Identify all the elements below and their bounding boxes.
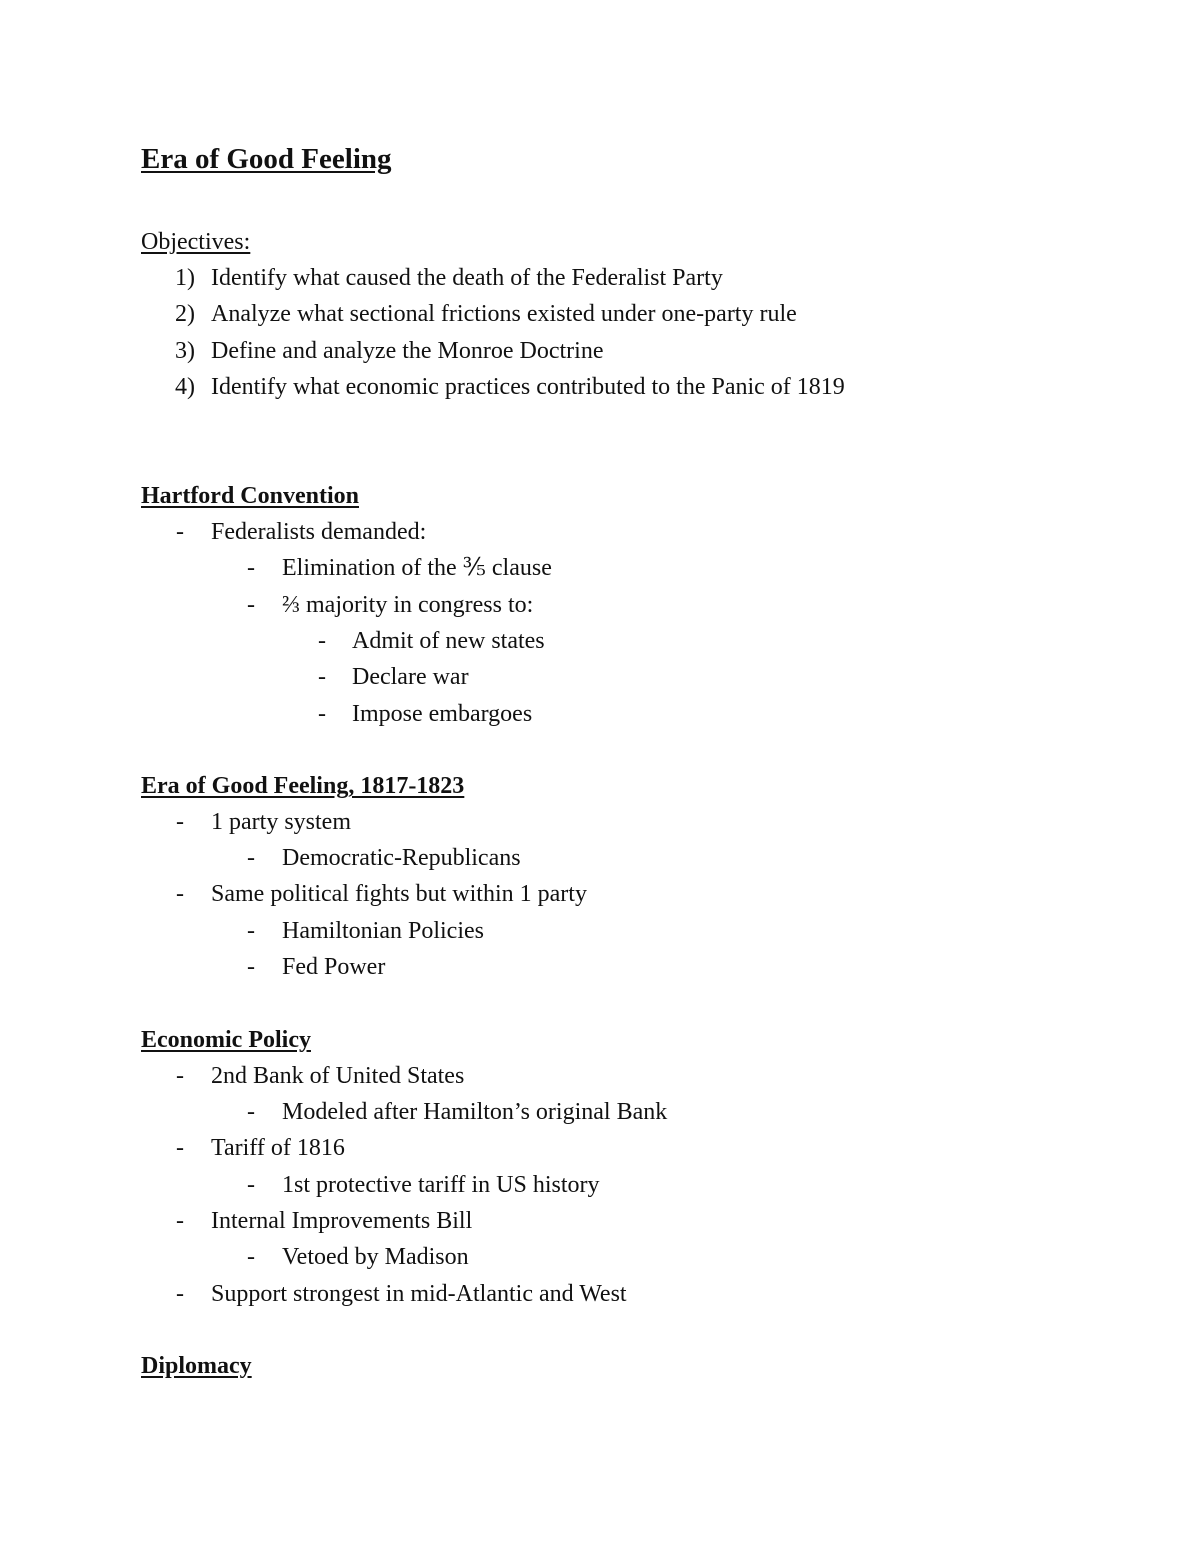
bullet-dash: - (176, 1135, 184, 1161)
list-item: Hamiltonian Policies (282, 918, 484, 944)
objective-item: Identify what economic practices contributed to the Panic of 1819 (211, 374, 845, 400)
list-item: Admit of new states (352, 628, 545, 654)
bullet-dash: - (247, 555, 255, 581)
bullet-dash: - (318, 701, 326, 727)
list-item: Modeled after Hamilton’s original Bank (282, 1099, 668, 1125)
objective-item: Define and analyze the Monroe Doctrine (211, 338, 604, 364)
objective-number: 3) (175, 338, 195, 364)
bullet-dash: - (176, 881, 184, 907)
list-item: Elimination of the ⅗ clause (282, 555, 552, 581)
bullet-dash: - (247, 1172, 255, 1198)
bullet-dash: - (247, 918, 255, 944)
section-heading-diplomacy: Diplomacy (141, 1353, 252, 1379)
bullet-dash: - (247, 1244, 255, 1270)
bullet-dash: - (247, 592, 255, 618)
section-heading-economic: Economic Policy (141, 1027, 311, 1053)
section-heading-hartford: Hartford Convention (141, 483, 359, 509)
bullet-dash: - (176, 809, 184, 835)
objectives-label: Objectives: (141, 229, 251, 255)
list-item: Fed Power (282, 954, 386, 980)
bullet-dash: - (247, 845, 255, 871)
list-item: 1st protective tariff in US history (282, 1172, 600, 1198)
list-item: ⅔ majority in congress to: (282, 592, 534, 618)
list-item: Same political fights but within 1 party (211, 881, 587, 907)
bullet-dash: - (176, 1063, 184, 1089)
list-item: Federalists demanded: (211, 519, 427, 545)
section-heading-era: Era of Good Feeling, 1817-1823 (141, 773, 465, 799)
list-item: Internal Improvements Bill (211, 1208, 473, 1234)
objective-number: 4) (175, 374, 195, 400)
bullet-dash: - (176, 519, 184, 545)
list-item: Vetoed by Madison (282, 1244, 469, 1270)
objective-item: Identify what caused the death of the Federalist Party (211, 265, 723, 291)
objective-number: 2) (175, 301, 195, 327)
bullet-dash: - (247, 1099, 255, 1125)
list-item: 1 party system (211, 809, 351, 835)
list-item: Tariff of 1816 (211, 1135, 345, 1161)
page-title: Era of Good Feeling (141, 143, 392, 175)
list-item: Support strongest in mid-Atlantic and West (211, 1281, 627, 1307)
bullet-dash: - (318, 664, 326, 690)
bullet-dash: - (176, 1208, 184, 1234)
list-item: Impose embargoes (352, 701, 533, 727)
bullet-dash: - (247, 954, 255, 980)
bullet-dash: - (318, 628, 326, 654)
list-item: 2nd Bank of United States (211, 1063, 465, 1089)
list-item: Declare war (352, 664, 469, 690)
objective-number: 1) (175, 265, 195, 291)
objective-item: Analyze what sectional frictions existed under one-party rule (211, 301, 797, 327)
list-item: Democratic-Republicans (282, 845, 521, 871)
bullet-dash: - (176, 1281, 184, 1307)
